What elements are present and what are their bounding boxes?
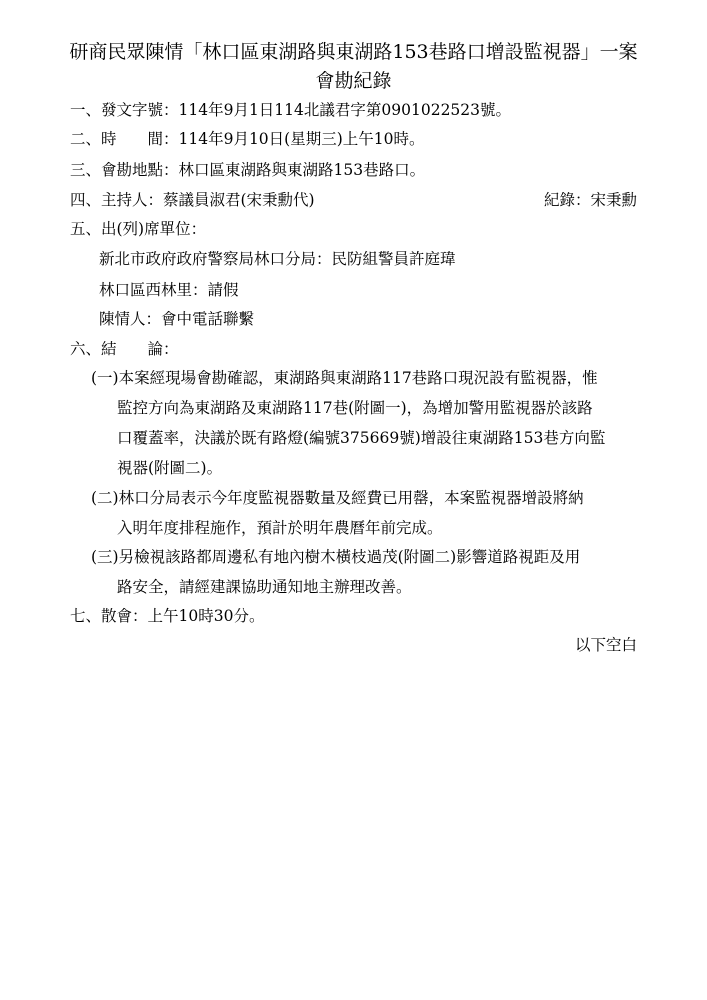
conclusion-1-line2: 監控方向為東湖路及東湖路117巷(附圖一)，為增加警用監視器於該路 [117,399,593,417]
conclusion-1-line3: 口覆蓋率，決議於既有路燈(編號375669號)增設往東湖路153巷方向監 [117,429,606,447]
item-meeting-time: 二、時 間：114年9月10日(星期三)上午10時。 [70,130,425,148]
end-note: 以下空白 [574,636,637,654]
conclusion-2-line2: 入明年度排程施作，預計於明年農曆年前完成。 [117,519,443,537]
item-adjourn: 七、散會：上午10時30分。 [70,607,265,625]
conclusion-2-line1: (二)林口分局表示今年度監視器數量及經費已用罄，本案監視器增設將納 [91,489,584,507]
attendee-police: 新北市政府政府警察局林口分局：民防組警員許庭瑋 [99,250,456,268]
item-conclusion-heading: 六、結 論： [70,340,179,358]
conclusion-3-line1: (三)另檢視該路都周邊私有地內樹木橫枝過茂(附圖二)影響道路視距及用 [91,548,581,566]
item-document-number: 一、發文字號：114年9月1日114北議君字第0901022523號。 [70,101,512,119]
conclusion-1 [91,363,641,483]
item-host: 四、主持人：蔡議員淑君(宋秉勳代) [70,191,315,209]
conclusion-1-line4: 視器(附圖二)。 [117,459,223,477]
attendee-village: 林口區西林里：請假 [99,281,239,299]
conclusion-3 [91,542,641,602]
conclusion-2 [91,483,641,543]
document-title-line1: 研商民眾陳情「林口區東湖路與東湖路153巷路口增設監視器」一案 [69,41,638,63]
conclusion-1-line1: (一)本案經現場會勘確認，東湖路與東湖路117巷路口現況設有監視器，惟 [91,369,598,387]
attendee-petitioner: 陳情人：會中電話聯繫 [99,310,255,328]
conclusion-3-line2: 路安全，請經建課協助通知地主辦理改善。 [117,578,412,596]
item-recorder: 紀錄：宋秉勳 [543,191,637,209]
item-attendees-heading: 五、出(列)席單位： [70,220,207,238]
document-title-line2: 會勘紀錄 [315,70,392,92]
item-meeting-location: 三、會勘地點：林口區東湖路與東湖路153巷路口。 [70,161,426,179]
